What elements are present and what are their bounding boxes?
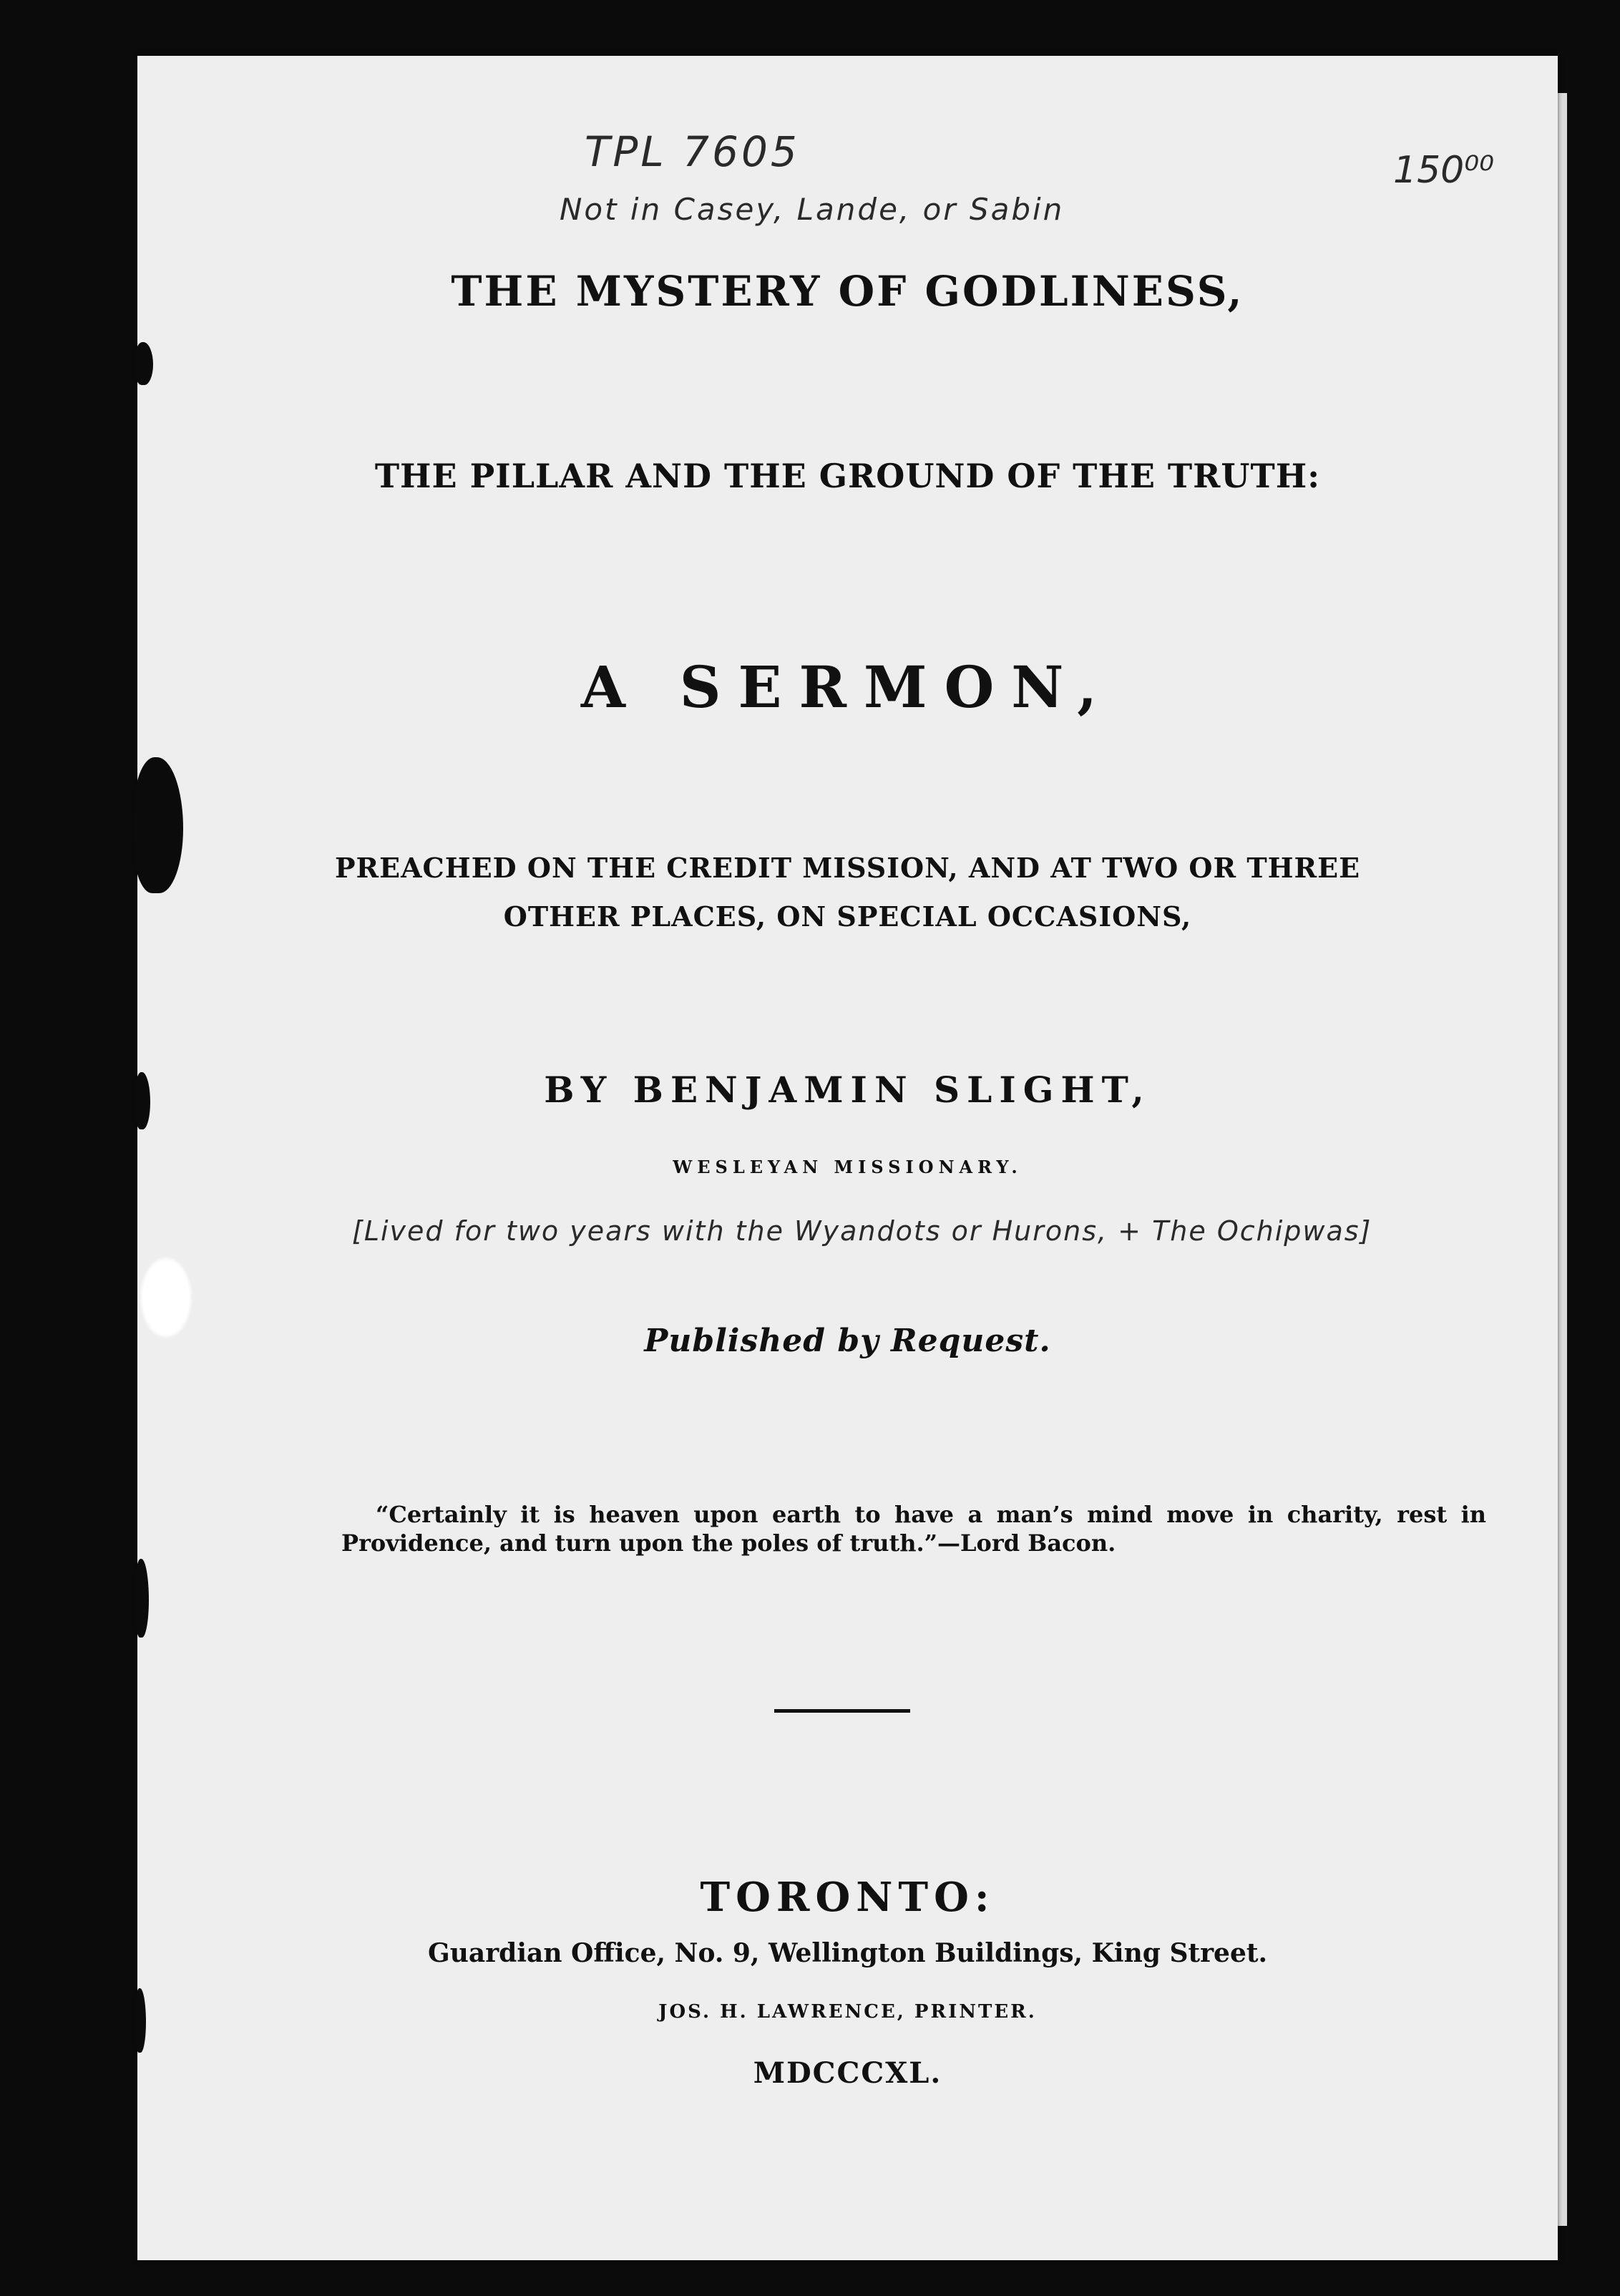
imprint-city: TORONTO: [700, 1874, 995, 1921]
bibliography-note: Not in Casey, Lande, or Sabin [560, 192, 1065, 227]
binding-damage [135, 1559, 149, 1638]
catalog-number: TPL 7605 [585, 127, 800, 176]
author-role: WESLEYAN MISSIONARY. [673, 1157, 1023, 1177]
title-line-3: A SERMON, [580, 653, 1115, 721]
binding-damage [135, 342, 153, 385]
title-page [137, 56, 1558, 2260]
title-line-1: THE MYSTERY OF GODLINESS, [451, 267, 1244, 316]
imprint-printer: JOS. H. LAWRENCE, PRINTER. [658, 2001, 1037, 2023]
subtitle-line-1: PREACHED ON THE CREDIT MISSION, AND AT TWO OR THREE [334, 852, 1361, 884]
author-annotation: [Lived for two years with the Wyandots or Hurons, + The Ochipwas] [352, 1215, 1372, 1247]
title-line-2: THE PILLAR AND THE GROUND OF THE TRUTH: [374, 457, 1321, 495]
imprint-year: MDCCCXL. [753, 2056, 942, 2090]
divider-rule [774, 1709, 910, 1713]
imprint-office: Guardian Office, No. 9, Wellington Buildings, King Street. [427, 1938, 1268, 1968]
published-note: Published by Request. [644, 1323, 1051, 1359]
subtitle-line-2: OTHER PLACES, ON SPECIAL OCCASIONS, [503, 900, 1192, 933]
epigraph: “Certainly it is heaven upon earth to have a man’s mind move in charity, rest in Providence, and turn upon the poles of truth.”—Lord Bacon. [341, 1501, 1486, 1557]
price-note: 150⁰⁰ [1393, 149, 1494, 192]
author-name: BY BENJAMIN SLIGHT, [544, 1069, 1151, 1111]
